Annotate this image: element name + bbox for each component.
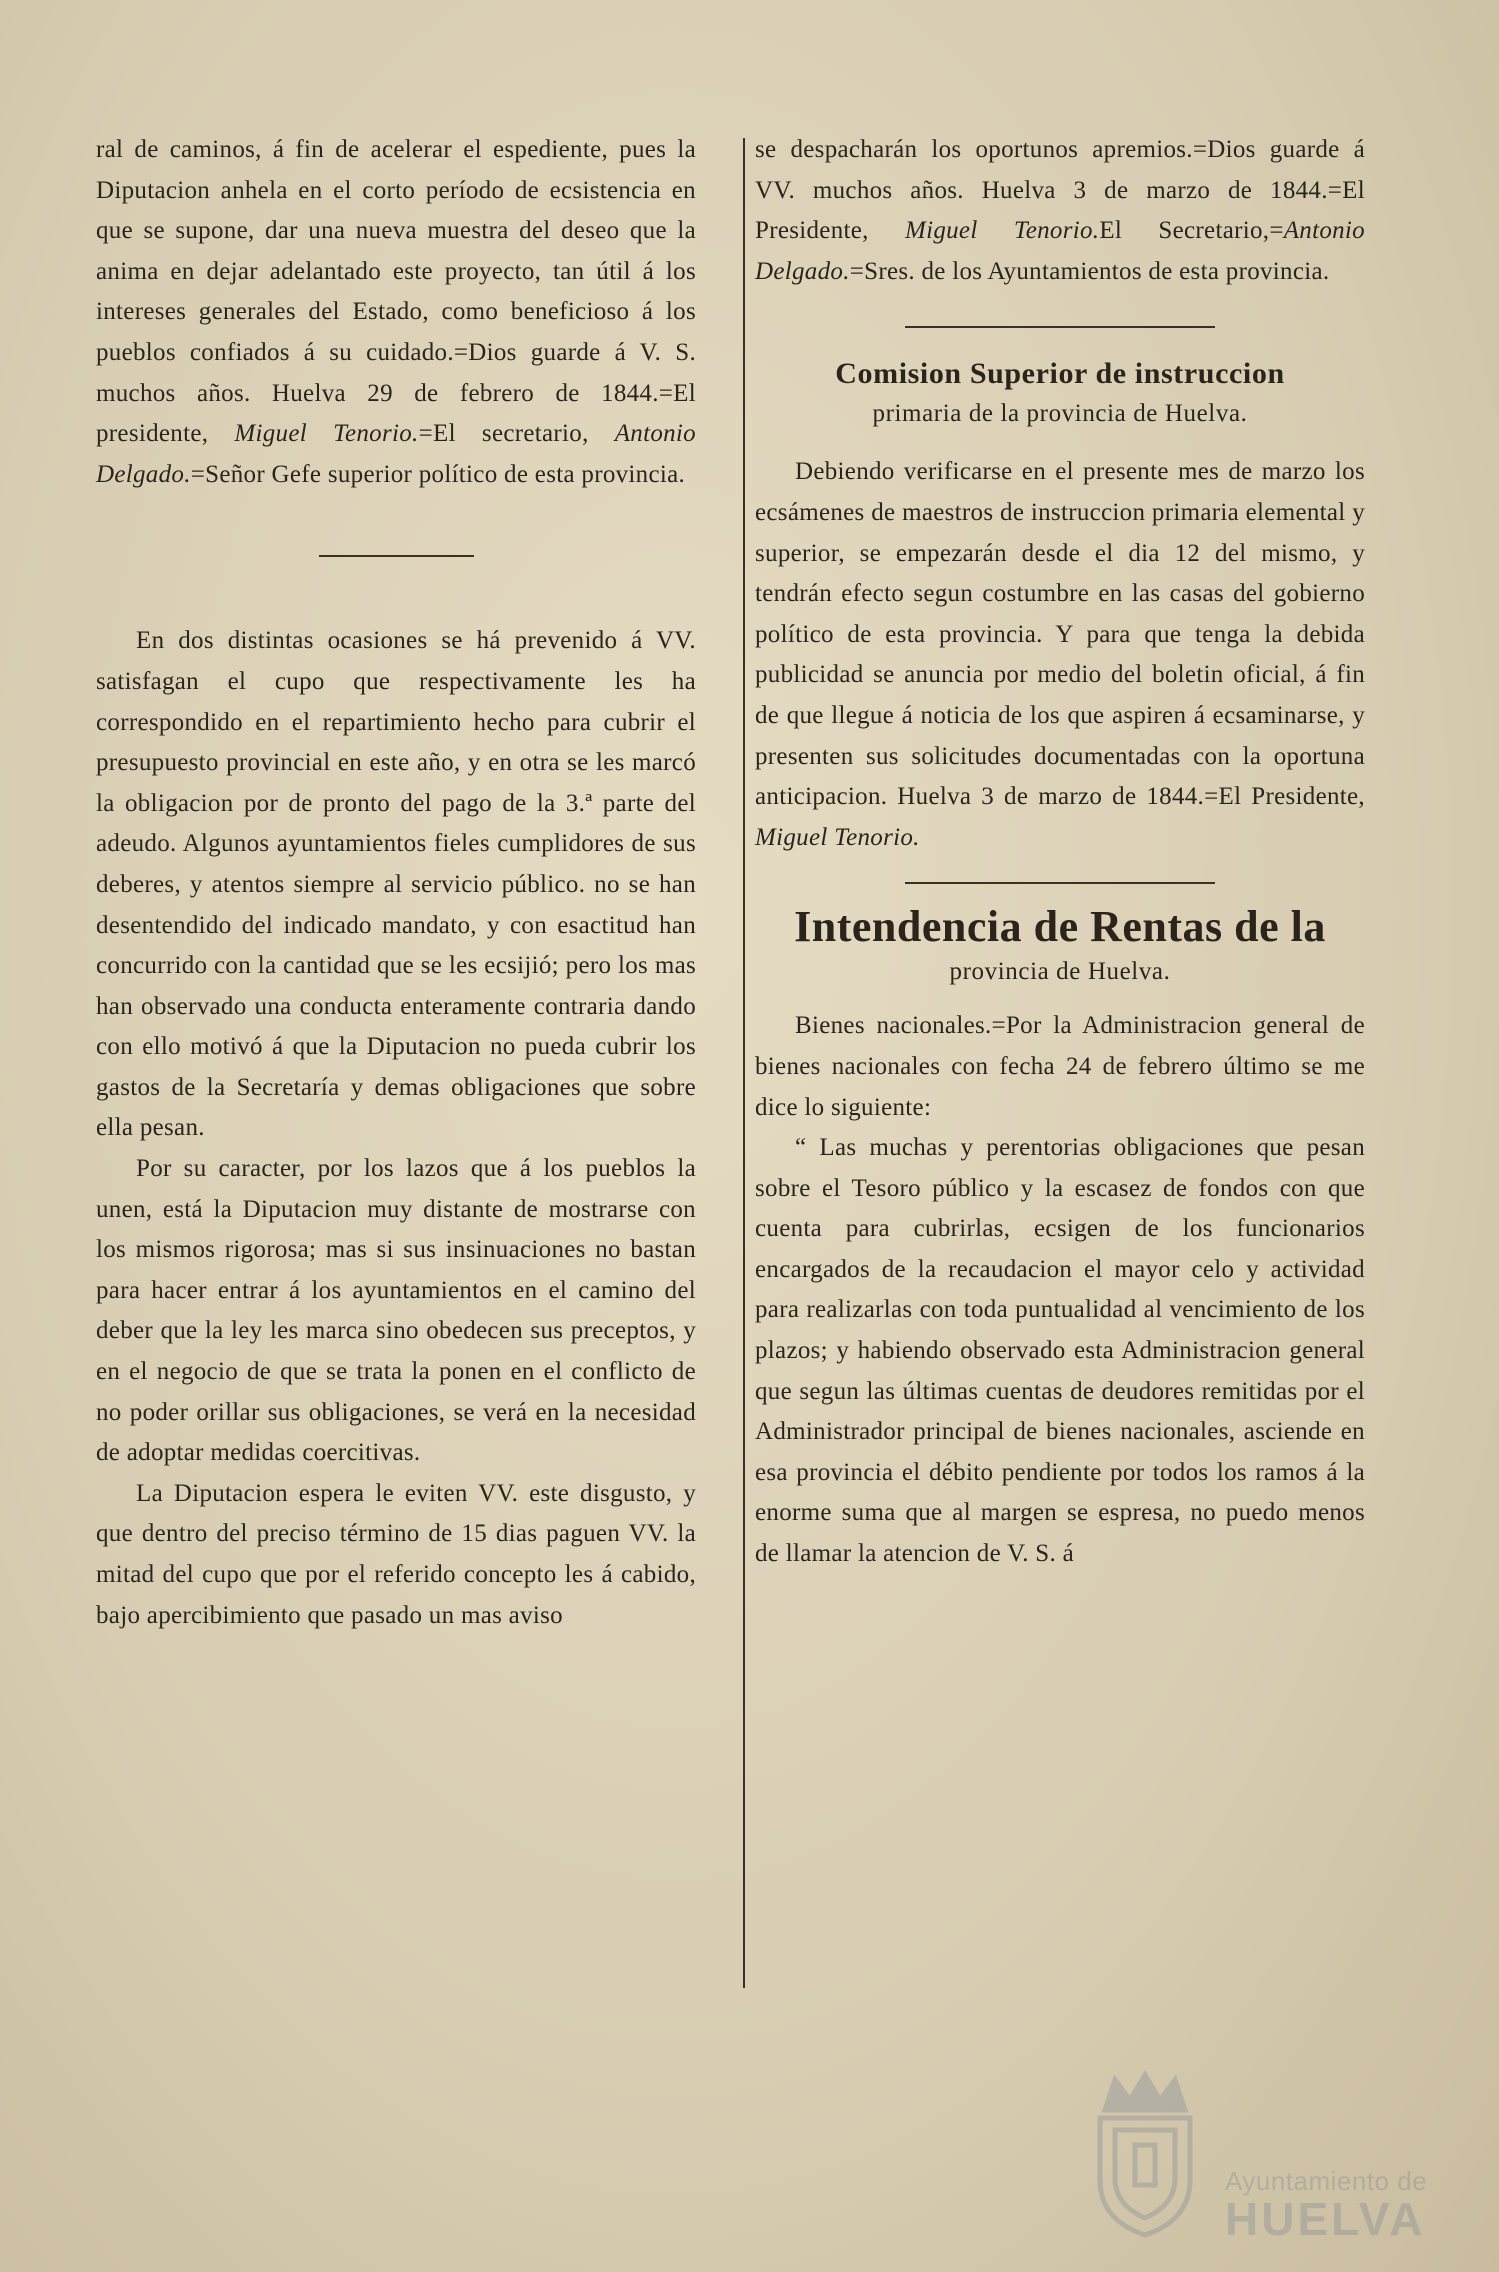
watermark-small-text: Ayuntamiento de: [1225, 2166, 1428, 2196]
section-rule: [905, 882, 1215, 884]
left-paragraph-2: En dos distintas ocasiones se há prevenido á VV. satisfagan el cupo que respectivamente les ha correspondido en el repartimiento hecho para cubrir el presupuesto provincial en este año, y en otra se les marcó la obligacion por de pronto del pago de la 3.ª parte del adeudo. Algunos ayuntamientos fieles cumplidores de sus deberes, y atentos siempre al servicio público. no se han desentendido del indicado mandato, y con esactitud han concurrido con la cantidad que se les ecsijió; pero los mas han observado una conducta enteramente contraria dando con ello motivó á que la Diputacion no pueda cubrir los gastos de la Secretaría y demas obligaciones que sobre ella pesan.: [96, 627, 696, 1142]
column-divider: [743, 138, 745, 1988]
right-paragraph-3: Bienes nacionales.=Por la Administracion general de bienes nacionales con fecha 24 de febrero último se me dice lo siguiente:: [755, 1012, 1365, 1121]
left-paragraph-4: La Diputacion espera le eviten VV. este disgusto, y que dentro del preciso término de 15 dias paguen VV. la mitad del cupo que por el referido concepto les á cabido, bajo apercibimiento que pasado un mas aviso: [96, 1479, 696, 1629]
left-column: [96, 130, 696, 1636]
section-subheading-intendencia: provincia de Huelva.: [949, 958, 1171, 986]
right-column: [755, 130, 1365, 1575]
left-paragraph-3: Por su caracter, por los lazos que á los pueblos la unen, está la Diputacion muy distante de mostrarse con los mismos rigorosa; mas si sus insinuaciones no bastan para hacer entrar á los ayuntamientos en el camino del deber que la ley les marca sino obedecen sus preceptos, y en el negocio de que se trata la ponen en el conflicto de no poder orillar sus obligaciones, se verá en la necesidad de adoptar medidas coercitivas.: [96, 1155, 696, 1467]
section-rule: [905, 326, 1215, 328]
section-subheading-comision: primaria de la provincia de Huelva.: [872, 400, 1248, 428]
section-rule: [319, 555, 474, 557]
right-paragraph-1: se despacharán los oportunos apremios.=Dios guarde á VV. muchos años. Huelva 3 de marzo de 1844.=El Presidente, Miguel Tenorio.El Secretario,=Antonio Delgado.=Sres. de los Ayuntamientos de esta provincia.: [755, 136, 1365, 285]
watermark-big-text: HUELVA: [1225, 2193, 1426, 2245]
right-paragraph-2: Debiendo verificarse en el presente mes de marzo los ecsámenes de maestros de instruccion primaria elemental y superior, se empezarán desde el dia 12 del mismo, y tendrán efecto segun costumbre en las casas del gobierno político de esta provincia. Y para que tenga la debida publicidad se anuncia por medio del boletin oficial, á fin de que llegue á noticia de los que aspiren á ecsaminarse, y presenten sus solicitudes documentadas con la oportuna anticipacion. Huelva 3 de marzo de 1844.=El Presidente, Miguel Tenorio.: [755, 458, 1365, 851]
section-heading-comision: Comision Superior de instruccion: [835, 357, 1285, 391]
section-heading-intendencia: Intendencia de Rentas de la: [794, 902, 1326, 952]
left-paragraph-1: ral de caminos, á fin de acelerar el espediente, pues la Diputacion anhela en el corto período de ecsistencia en que se supone, dar una nueva muestra del deseo que la anima en dejar adelantado este proyecto, tan útil á los intereses generales del Estado, como beneficioso á los pueblos confiados á su cuidado.=Dios guarde á V. S. muchos años. Huelva 29 de febrero de 1844.=El presidente, Miguel Tenorio.=El secretario, Antonio Delgado.=Señor Gefe superior político de esta provincia.: [96, 136, 696, 488]
crest-icon: [1085, 2070, 1205, 2240]
right-paragraph-4: “ Las muchas y perentorias obligaciones que pesan sobre el Tesoro público y la escasez de fondos con que cuenta para cubrirlas, ecsigen de los funcionarios encargados de la recaudacion el mayor celo y actividad para realizarlas con toda puntualidad al vencimiento de los plazos; y habiendo observado esta Administracion general que segun las últimas cuentas de deudores remitidas por el Administrador principal de bienes nacionales, asciende en esa provincia el débito pendiente por todos los ramos á la enorme suma que al margen se espresa, no puedo menos de llamar la atencion de V. S. á: [755, 1134, 1365, 1568]
watermark-logo: [1085, 2070, 1445, 2245]
